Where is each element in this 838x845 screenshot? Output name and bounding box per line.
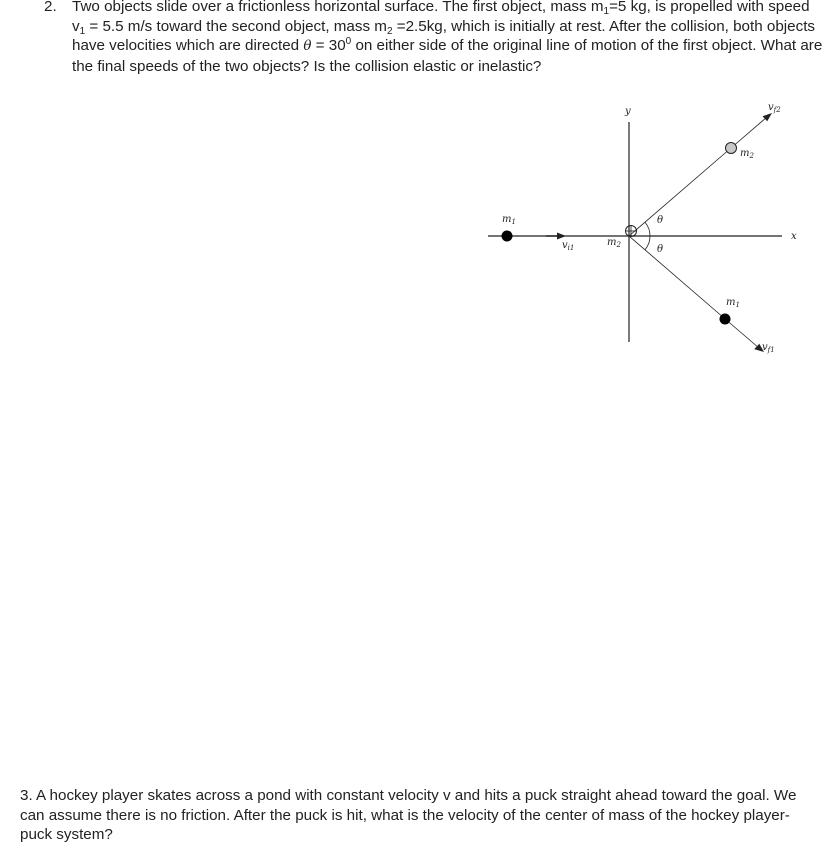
collision-diagram <box>486 100 810 362</box>
theta-symbol: θ <box>303 38 312 54</box>
theta-lower-label: θ <box>657 244 664 255</box>
subscript: 1 <box>79 25 86 37</box>
m2-initial-label: $m_2$ <box>607 237 621 249</box>
question-2-text: Two objects slide over a frictionless horizontal surface. The first object, mass $m_1=5$ kg, is propelled with speed $v_1 = 5.5$ m/s toward the second object, mass $m_2 =2.5kg$, which is initially at rest. After the collision, both objects have velocities which are directed $\theta = 30^0$ on either side of the original line of motion of the first object. What are the final speeds of the two objects? Is the collision elastic or inelastic? <box>72 0 823 75</box>
v2-final-label: $v_{f2}$ <box>768 102 781 114</box>
v2-final-path <box>731 117 767 148</box>
theta-upper-arc <box>645 222 650 236</box>
question-3 <box>20 786 820 845</box>
y-axis-label: y <box>625 106 631 117</box>
x-axis-label: x <box>791 231 797 242</box>
question-2 <box>44 0 824 76</box>
v1-final-label: $v_{f1}$ <box>762 342 775 354</box>
subscript: 2 <box>386 25 393 37</box>
v-initial-arrowhead <box>557 233 566 240</box>
degree-superscript: 0 <box>345 35 352 47</box>
mass-2-final <box>726 143 737 154</box>
question-2-number: 2. <box>44 0 57 15</box>
m2-final-path <box>629 148 731 236</box>
theta-upper-label: θ <box>657 215 664 226</box>
v1-final-path <box>724 318 759 348</box>
mass-1-initial <box>502 231 513 242</box>
mass-1-final <box>720 314 731 325</box>
m1-final-path <box>629 236 724 318</box>
v-initial-label: $v_{i1}$ <box>562 240 575 252</box>
question-3-text: 3. A hockey player skates across a pond with constant velocity v and hits a puck straight ahead toward the goal. We can assume there is no friction. After the puck is hit, what is the velocity of the center of mass of the hockey player-puck system? <box>20 787 797 843</box>
m1-final-label: $m_1$ <box>726 297 740 309</box>
theta-lower-arc <box>645 236 650 250</box>
m1-initial-label: $m_1$ <box>502 214 516 226</box>
m2-final-label: $m_2$ <box>740 148 754 160</box>
subscript: 1 <box>603 6 610 17</box>
